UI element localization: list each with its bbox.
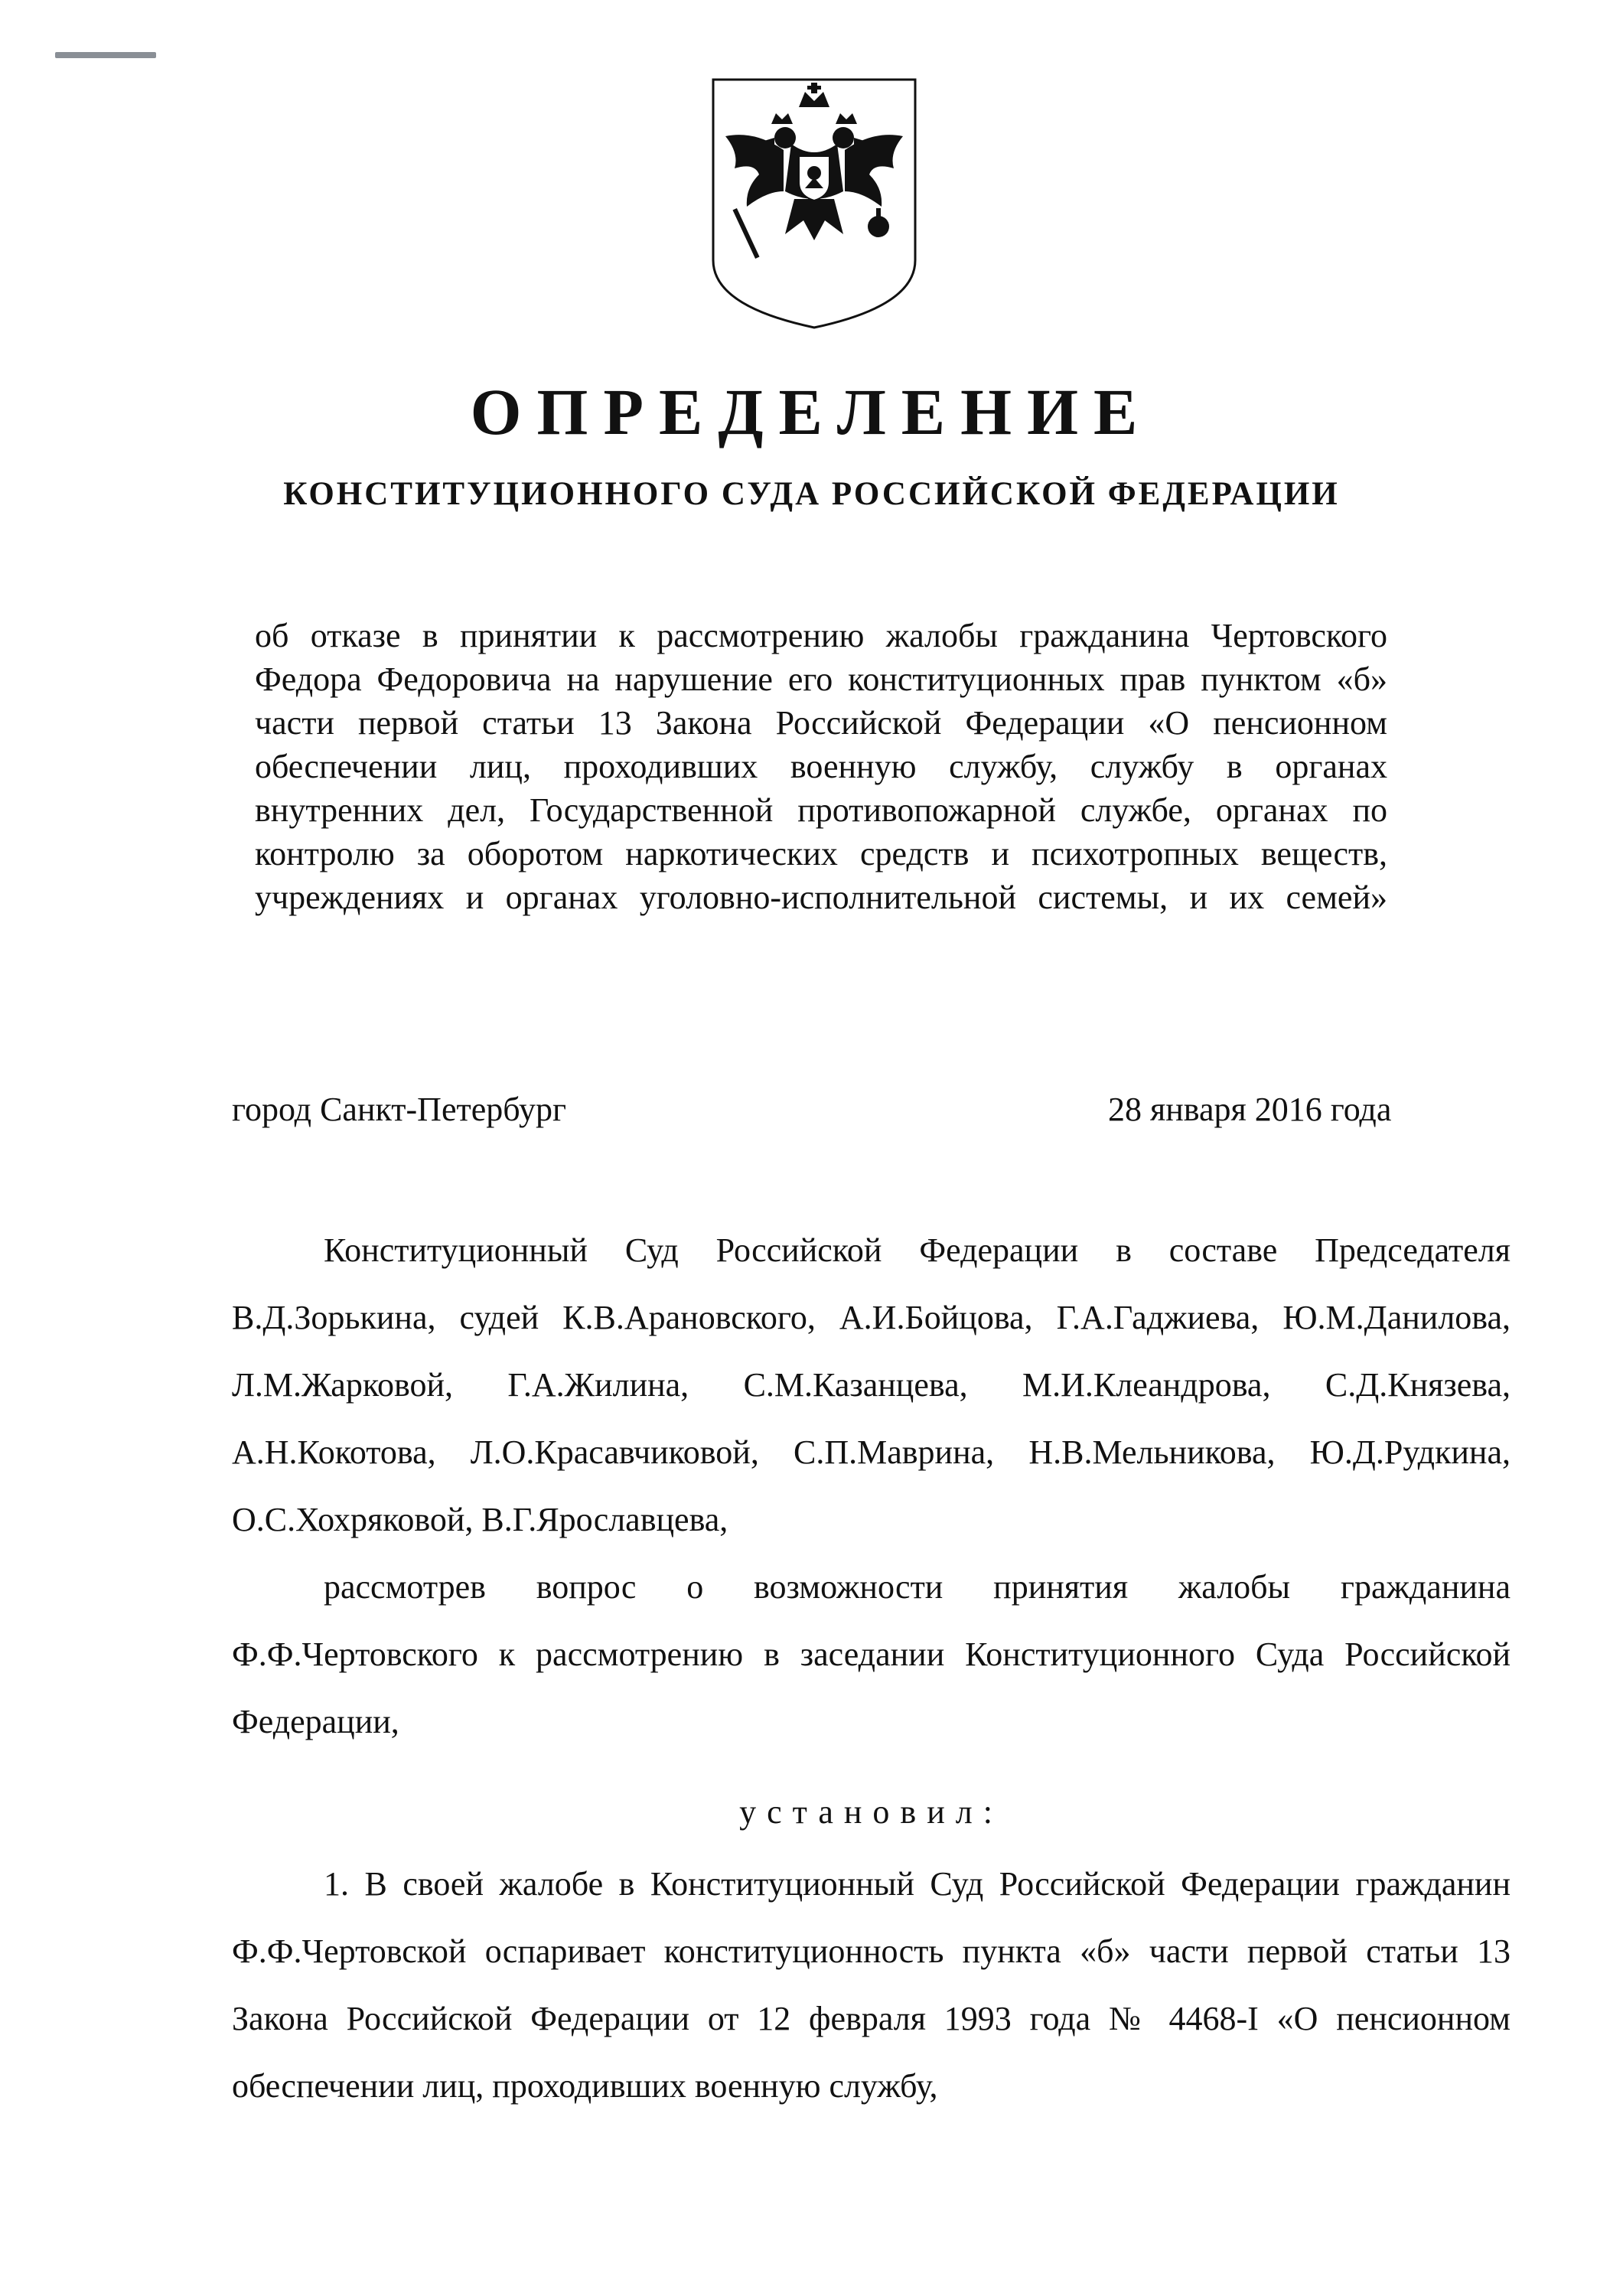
scan-mark xyxy=(55,52,156,58)
established-heading: установил: xyxy=(739,1793,1003,1831)
considered-paragraph: рассмотрев вопрос о возможности принятия жалобы гражданина Ф.Ф.Чертовского к рассмотрению в заседании Конституционного Суда Российской Федерации, xyxy=(232,1568,1511,1740)
document-body xyxy=(232,1217,1511,2120)
court-name-heading: КОНСТИТУЦИОННОГО СУДА РОССИЙСКОЙ ФЕДЕРАЦИИ xyxy=(283,476,1340,512)
document-type-title: ОПРЕДЕЛЕНИЕ xyxy=(470,375,1153,448)
coat-of-arms-emblem xyxy=(709,77,920,331)
document-subject: об отказе в принятии к рассмотрению жалобы гражданина Чертовского Федора Федоровича на нарушение его конституционных прав пунктом «б» части первой статьи 13 Закона Российской Федерации «О пенсионном обеспечении лиц, проходивших военную службу, службу в органах внутренних дел, Государственной противопожарной службе, органах по контролю за оборотом наркотических средств и психотропных веществ, учреждениях и органах уголовно-исполнительной системы, и их семей» xyxy=(255,617,1387,916)
place-of-issue: город Санкт-Петербург xyxy=(232,1091,566,1128)
paragraph-1: 1. В своей жалобе в Конституционный Суд Российской Федерации гражданин Ф.Ф.Чертовской оспаривает конституционность пункта «б» части первой статьи 13 Закона Российской Федерации от 12 февраля 1993 года № 4468-I «О пенсионном обеспечении лиц, проходивших военную службу, xyxy=(232,1865,1511,2105)
court-composition-paragraph: Конституционный Суд Российской Федерации в составе Председателя В.Д.Зорькина, судей К.В.Арановского, А.И.Бойцова, Г.А.Гаджиева, Ю.М.Данилова, Л.М.Жарковой, Г.А.Жилина, С.М.Казанцева, М.И.Клеандрова, С.Д.Князева, А.Н.Кокотова, Л.О.Красавчиковой, С.П.Маврина, Н.В.Мельникова, Ю.Д.Рудкина, О.С.Хохряковой, В.Г.Ярославцева, xyxy=(232,1231,1511,1538)
date-of-issue: 28 января 2016 года xyxy=(1108,1091,1392,1128)
